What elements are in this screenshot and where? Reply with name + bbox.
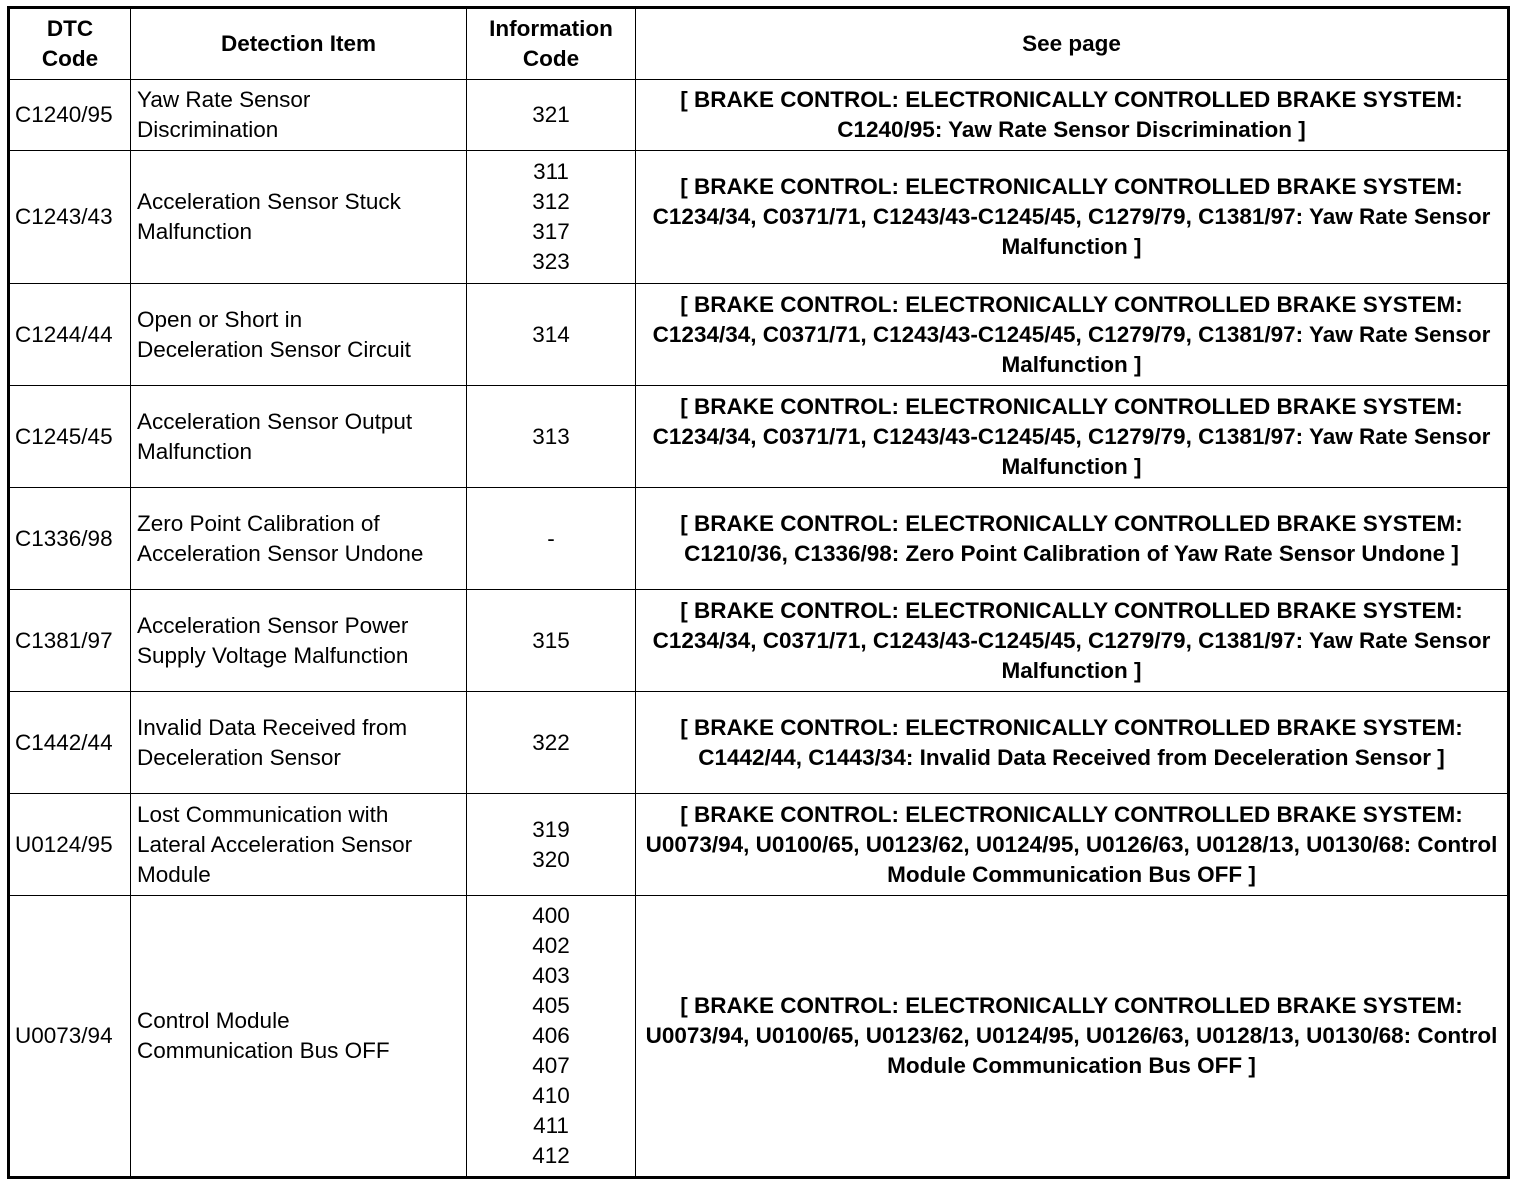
information-code: 412 [532, 1143, 570, 1168]
see-page-cell: [ BRAKE CONTROL: ELECTRONICALLY CONTROLLED BRAKE SYSTEM: C1210/36, C1336/98: Zero Point Calibration of Yaw Rate Sensor Undone ] [636, 488, 1509, 590]
information-code: 403 [532, 963, 570, 988]
information-code: 322 [532, 729, 570, 755]
information-code-cell [467, 896, 636, 1178]
information-code: 402 [532, 933, 570, 958]
dtc-code-cell: C1240/95 [9, 80, 131, 151]
see-page-cell: [ BRAKE CONTROL: ELECTRONICALLY CONTROLLED BRAKE SYSTEM: C1234/34, C0371/71, C1243/43-C1245/45, C1279/79, C1381/97: Yaw Rate Sensor Malfunction ] [636, 151, 1509, 284]
dtc-code-cell: C1442/44 [9, 692, 131, 794]
information-code-cell [467, 284, 636, 386]
table-row [9, 488, 1509, 590]
header-see-page: See page [636, 8, 1509, 80]
information-code: 323 [532, 249, 570, 274]
information-code: 405 [532, 993, 570, 1018]
table-row [9, 794, 1509, 896]
information-code: 321 [532, 102, 570, 127]
information-code: 320 [532, 846, 570, 872]
detection-item-cell: Invalid Data Received from Deceleration Sensor [131, 692, 467, 794]
information-code-cell [467, 386, 636, 488]
information-code: 312 [532, 189, 570, 214]
table-row [9, 896, 1509, 1178]
information-code: 313 [532, 423, 570, 449]
information-code: 315 [532, 627, 570, 653]
dtc-code-cell: U0073/94 [9, 896, 131, 1178]
dtc-code-cell: C1245/45 [9, 386, 131, 488]
information-code: - [547, 525, 555, 551]
information-code: 411 [533, 1113, 569, 1138]
see-page-cell: [ BRAKE CONTROL: ELECTRONICALLY CONTROLLED BRAKE SYSTEM: U0073/94, U0100/65, U0123/62, U0124/95, U0126/63, U0128/13, U0130/68: Control Module Communication Bus OFF ] [636, 794, 1509, 896]
table-row [9, 590, 1509, 692]
table-row [9, 692, 1509, 794]
table-row [9, 80, 1509, 151]
information-code: 311 [533, 159, 569, 184]
information-code-cell [467, 80, 636, 151]
see-page-cell: [ BRAKE CONTROL: ELECTRONICALLY CONTROLLED BRAKE SYSTEM: C1442/44, C1443/34: Invalid Data Received from Deceleration Sensor ] [636, 692, 1509, 794]
table-row [9, 151, 1509, 284]
dtc-code-cell: C1243/43 [9, 151, 131, 284]
detection-item-cell: Acceleration Sensor Stuck Malfunction [131, 151, 467, 284]
header-information-code: Information Code [467, 8, 636, 80]
information-code-cell [467, 692, 636, 794]
table-header-row [9, 8, 1509, 80]
information-code-cell [467, 151, 636, 284]
dtc-code-cell: C1244/44 [9, 284, 131, 386]
header-dtc-code: DTC Code [9, 8, 131, 80]
information-code: 319 [532, 816, 570, 842]
see-page-cell: [ BRAKE CONTROL: ELECTRONICALLY CONTROLLED BRAKE SYSTEM: U0073/94, U0100/65, U0123/62, U0124/95, U0126/63, U0128/13, U0130/68: Control Module Communication Bus OFF ] [636, 896, 1509, 1178]
detection-item-cell: Open or Short in Deceleration Sensor Circuit [131, 284, 467, 386]
detection-item-cell: Acceleration Sensor Power Supply Voltage Malfunction [131, 590, 467, 692]
information-code: 317 [532, 219, 570, 244]
information-code-cell [467, 590, 636, 692]
table-row [9, 386, 1509, 488]
information-code: 400 [532, 903, 570, 928]
see-page-cell: [ BRAKE CONTROL: ELECTRONICALLY CONTROLLED BRAKE SYSTEM: C1234/34, C0371/71, C1243/43-C1245/45, C1279/79, C1381/97: Yaw Rate Sensor Malfunction ] [636, 590, 1509, 692]
detection-item-cell: Acceleration Sensor Output Malfunction [131, 386, 467, 488]
dtc-code-cell: C1336/98 [9, 488, 131, 590]
information-code: 410 [532, 1083, 570, 1108]
dtc-table [7, 6, 1510, 1179]
detection-item-cell: Zero Point Calibration of Acceleration Sensor Undone [131, 488, 467, 590]
dtc-code-cell: U0124/95 [9, 794, 131, 896]
header-detection-item: Detection Item [131, 8, 467, 80]
information-code: 407 [532, 1053, 570, 1078]
information-code-cell [467, 488, 636, 590]
detection-item-cell: Lost Communication with Lateral Acceleration Sensor Module [131, 794, 467, 896]
information-code-cell [467, 794, 636, 896]
detection-item-cell: Control Module Communication Bus OFF [131, 896, 467, 1178]
information-code: 314 [532, 321, 570, 347]
see-page-cell: [ BRAKE CONTROL: ELECTRONICALLY CONTROLLED BRAKE SYSTEM: C1234/34, C0371/71, C1243/43-C1245/45, C1279/79, C1381/97: Yaw Rate Sensor Malfunction ] [636, 284, 1509, 386]
dtc-code-cell: C1381/97 [9, 590, 131, 692]
information-code: 406 [532, 1023, 570, 1048]
detection-item-cell: Yaw Rate Sensor Discrimination [131, 80, 467, 151]
table-row [9, 284, 1509, 386]
see-page-cell: [ BRAKE CONTROL: ELECTRONICALLY CONTROLLED BRAKE SYSTEM: C1234/34, C0371/71, C1243/43-C1245/45, C1279/79, C1381/97: Yaw Rate Sensor Malfunction ] [636, 386, 1509, 488]
see-page-cell: [ BRAKE CONTROL: ELECTRONICALLY CONTROLLED BRAKE SYSTEM: C1240/95: Yaw Rate Sensor Discrimination ] [636, 80, 1509, 151]
